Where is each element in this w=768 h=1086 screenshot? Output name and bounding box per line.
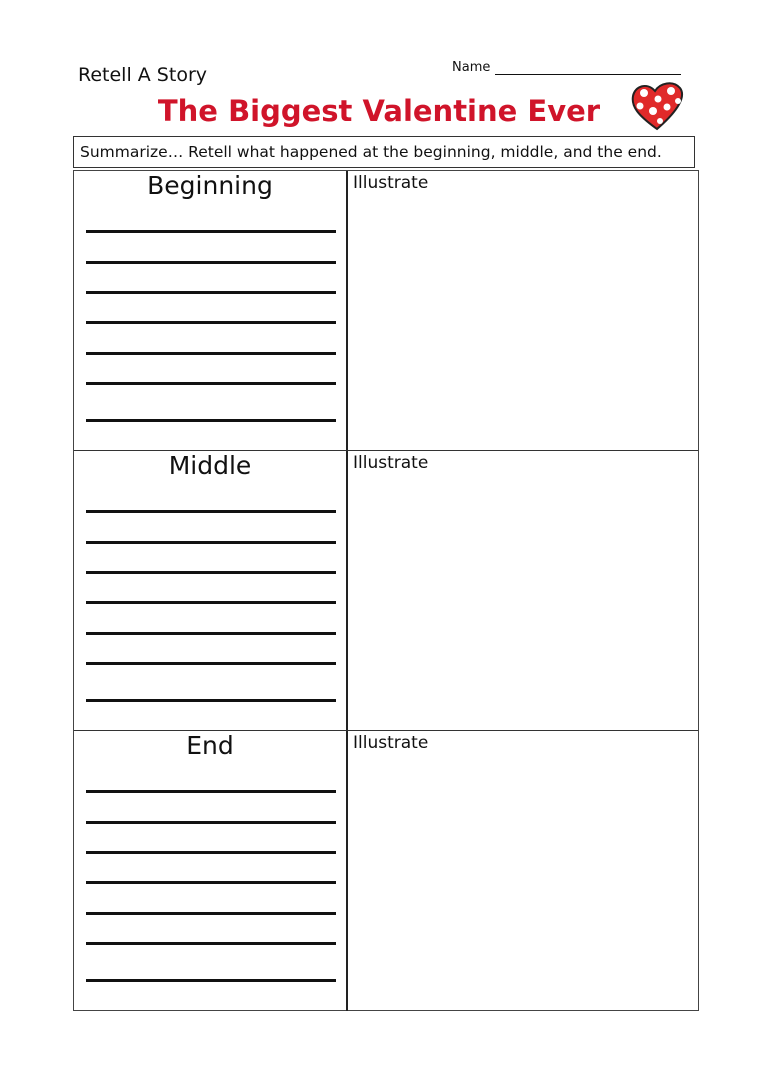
- section-middle: [74, 451, 698, 731]
- writing-line: [86, 699, 336, 702]
- retell-table: [73, 170, 699, 1011]
- section-title: Beginning: [147, 171, 273, 200]
- instructions-box: Summarize… Retell what happened at the beginning, middle, and the end.: [73, 136, 695, 168]
- writing-line: [86, 851, 336, 854]
- illustrate-label: Illustrate: [353, 453, 429, 473]
- section-end: [74, 731, 698, 1011]
- writing-line: [86, 419, 336, 422]
- name-field-line[interactable]: [495, 74, 681, 75]
- writing-area-end[interactable]: [74, 731, 348, 1011]
- section-beginning: [74, 171, 698, 451]
- worksheet-subtitle: Retell A Story: [78, 64, 208, 86]
- writing-area-middle[interactable]: [74, 451, 348, 730]
- illustrate-label: Illustrate: [353, 173, 429, 193]
- writing-line: [86, 510, 336, 513]
- name-label: Name: [452, 60, 491, 75]
- writing-line: [86, 912, 336, 915]
- writing-line: [86, 321, 336, 324]
- illustrate-label: Illustrate: [353, 733, 429, 753]
- writing-line: [86, 382, 336, 385]
- writing-line: [86, 662, 336, 665]
- page-title: The Biggest Valentine Ever: [157, 94, 601, 128]
- writing-line: [86, 881, 336, 884]
- writing-line: [86, 230, 336, 233]
- writing-area-beginning[interactable]: [74, 171, 348, 450]
- polka-dot-heart-icon: [629, 80, 685, 132]
- writing-line: [86, 821, 336, 824]
- writing-line: [86, 790, 336, 793]
- writing-line: [86, 541, 336, 544]
- writing-line: [86, 261, 336, 264]
- section-title: Middle: [168, 451, 252, 480]
- writing-line: [86, 601, 336, 604]
- writing-line: [86, 632, 336, 635]
- writing-line: [86, 942, 336, 945]
- writing-line: [86, 352, 336, 355]
- writing-line: [86, 571, 336, 574]
- section-title: End: [186, 731, 234, 760]
- writing-line: [86, 291, 336, 294]
- writing-line: [86, 979, 336, 982]
